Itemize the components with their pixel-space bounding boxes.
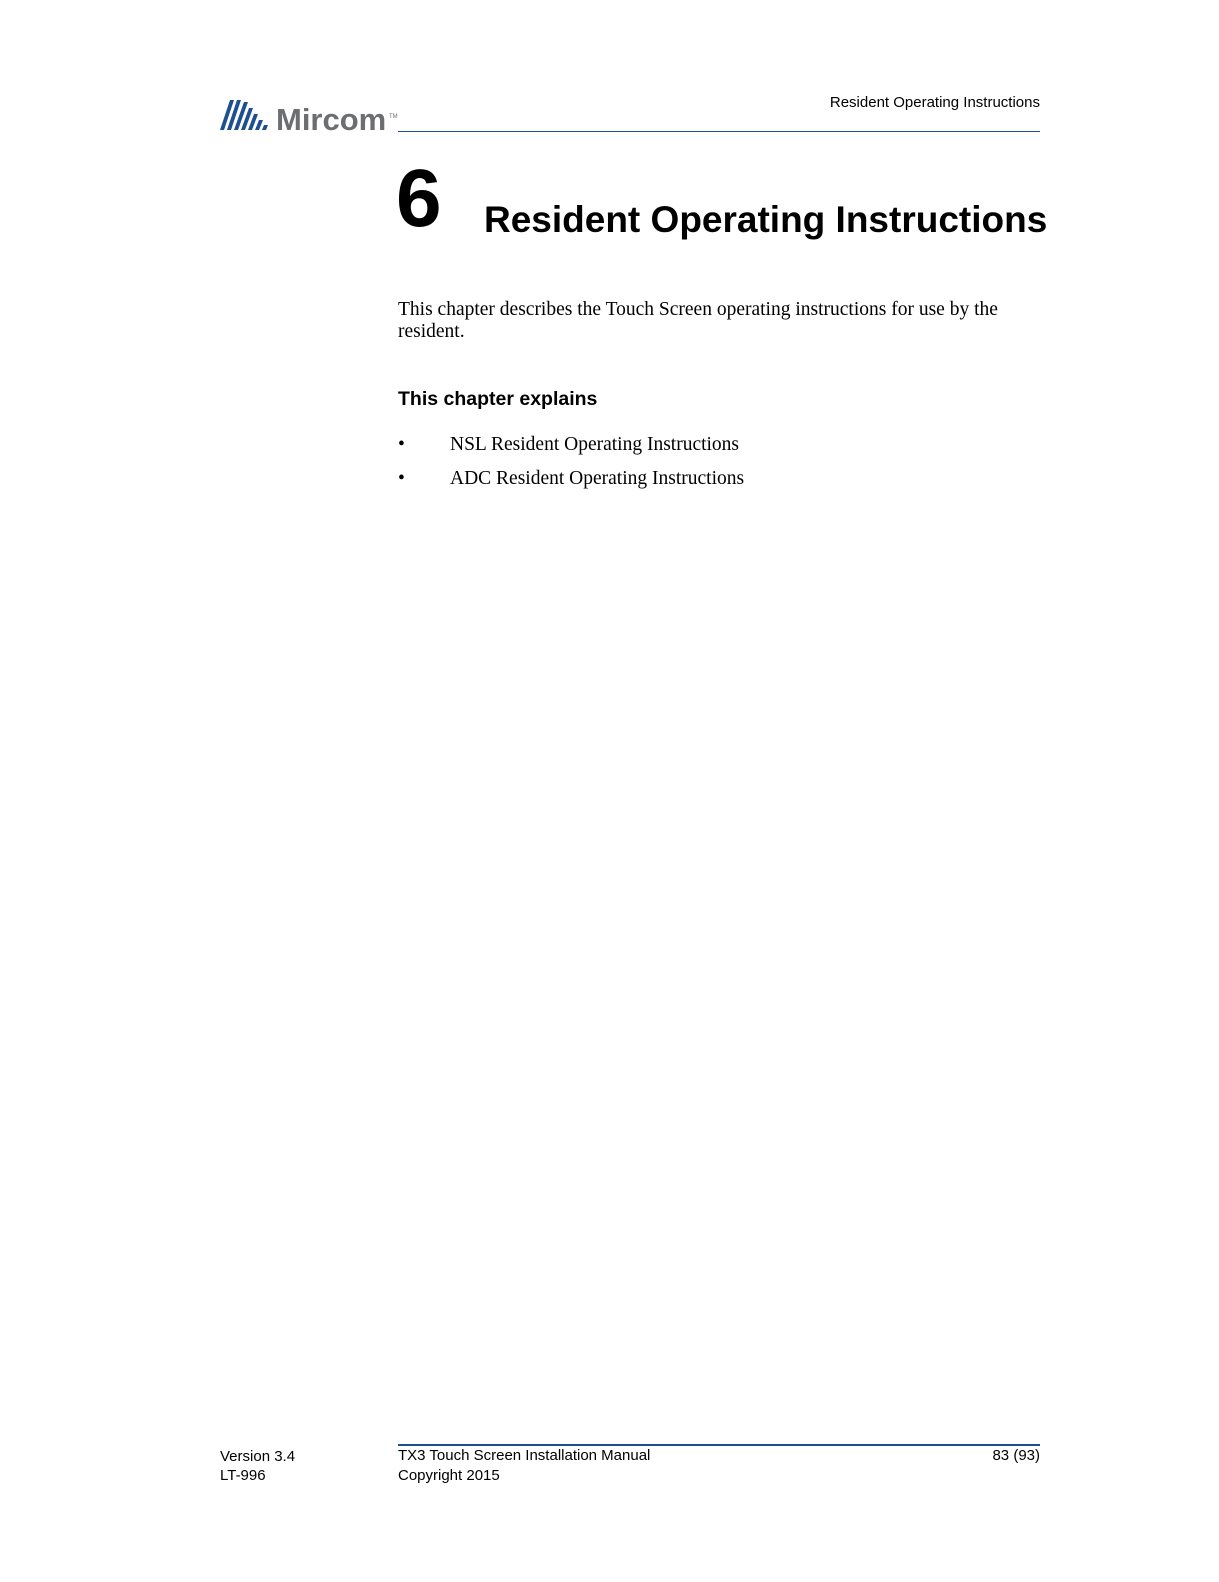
logo-trademark: TM <box>389 114 398 120</box>
footer-copyright: Copyright 2015 <box>398 1467 500 1484</box>
footer-manual-title: TX3 Touch Screen Installation Manual <box>398 1447 651 1464</box>
topic-nsl-resident-instructions: NSL Resident Operating Instructions <box>450 434 740 455</box>
footer-version: Version 3.4 <box>220 1448 296 1465</box>
topic-adc-resident-instructions: ADC Resident Operating Instructions <box>450 468 745 489</box>
chapter-intro: This chapter describes the Touch Screen operating instructions for use by the resident. <box>398 299 998 342</box>
list-item <box>398 433 1038 467</box>
mircom-logo <box>218 96 400 136</box>
topic-list <box>398 433 1038 501</box>
chapter-number: 6 <box>396 153 442 244</box>
section-heading: This chapter explains <box>398 388 598 410</box>
bullet: • <box>398 434 405 455</box>
mircom-logo-mark-icon <box>220 100 268 130</box>
bullet: • <box>398 468 405 489</box>
header-divider <box>398 131 1040 132</box>
footer-document-id: LT-996 <box>220 1467 266 1484</box>
logo-wordmark: Mircom <box>276 102 387 136</box>
running-header: Resident Operating Instructions <box>829 94 1040 111</box>
footer-page-number: 83 (93) <box>992 1447 1040 1464</box>
chapter-title: Resident Operating Instructions <box>484 199 1048 240</box>
list-item <box>398 467 1038 501</box>
